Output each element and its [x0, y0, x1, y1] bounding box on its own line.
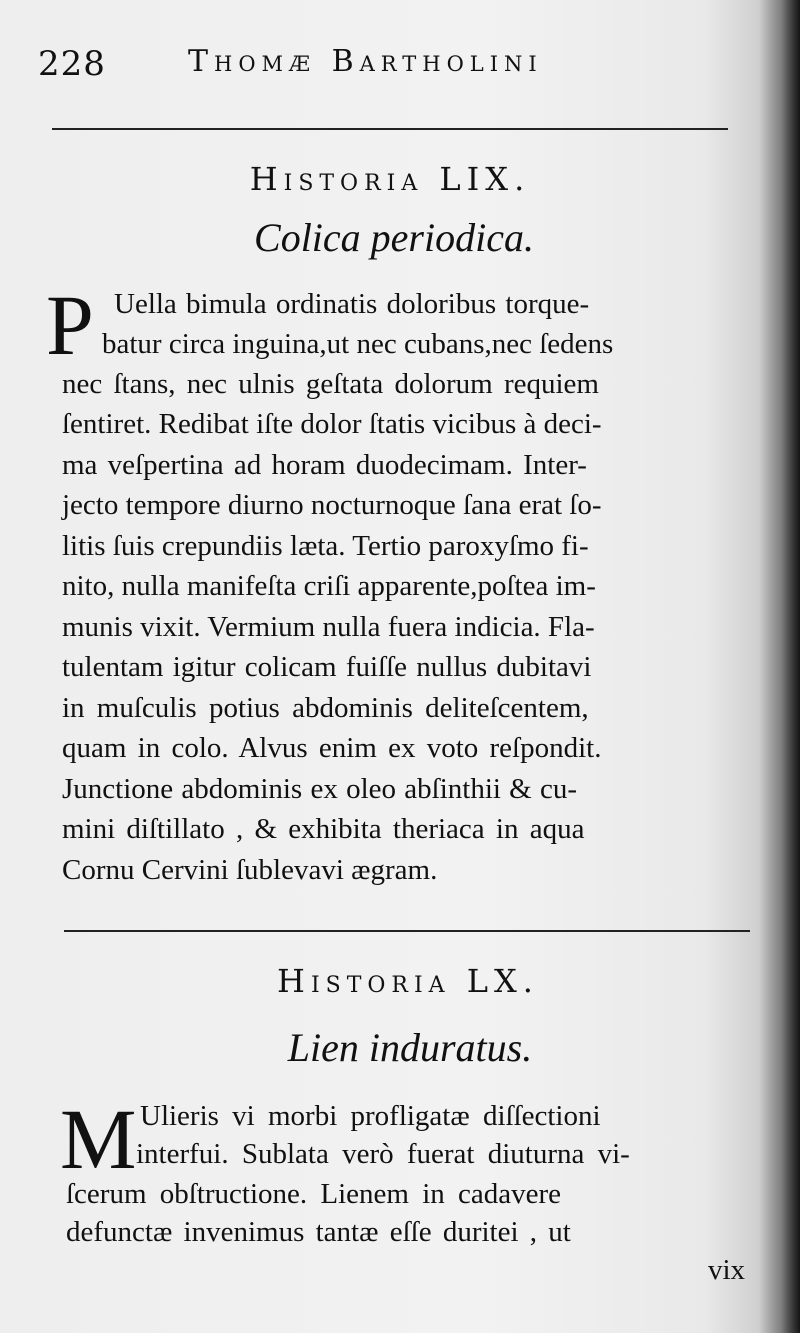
historia-59-line: nec ſtans, nec ulnis geſtata dolorum requiem	[62, 368, 599, 400]
historia-59-line: litis ſuis crepundiis læta. Tertio paroxyſmo fi-	[62, 530, 589, 562]
historia-59-line: munis vixit. Vermium nulla fuera indicia. Fla-	[62, 611, 595, 643]
historia-59-line: tulentam igitur colicam fuiſſe nullus dubitavi	[62, 651, 592, 683]
section-divider	[52, 128, 728, 130]
section-divider	[64, 930, 750, 932]
historia-59-line: quam in colo. Alvus enim ex voto reſpondit.	[62, 732, 602, 764]
page-edge-shadow	[758, 0, 800, 1333]
historia-59-subtitle: Colica periodica.	[254, 215, 534, 260]
historia-59-dropcap: P	[46, 277, 94, 373]
historia-59-line: ſentiret. Redibat iſte dolor ſtatis vicibus à deci-	[62, 408, 602, 440]
historia-60-line: Ulieris vi morbi profligatæ diſſectioni	[140, 1100, 601, 1132]
historia-59-line: Cornu Cervini ſublevavi ægram.	[62, 854, 438, 886]
historia-60-line: ſcerum obſtructione. Lienem in cadavere	[66, 1178, 562, 1210]
page-number: 228	[38, 44, 106, 84]
historia-59-line: nito, nulla manifeſta criſi apparente,poſtea im-	[62, 570, 596, 602]
historia-59-line: batur circa inguina,ut nec cubans,nec ſedens	[102, 328, 614, 360]
running-head-author: Thomæ Bartholini	[188, 44, 543, 79]
historia-59-line: mini diſtillato , & exhibita theriaca in aqua	[62, 813, 585, 845]
historia-60-dropcap: M	[60, 1091, 137, 1187]
historia-59-line: jecto tempore diurno nocturnoque ſana erat ſo-	[62, 489, 602, 521]
historia-59-line: Junctione abdominis ex oleo abſinthii & cu-	[62, 773, 578, 805]
historia-59-line: ma veſpertina ad horam duodecimam. Inter-	[62, 449, 587, 481]
historia-60-heading: Historia LX.	[277, 962, 539, 1000]
historia-59-line: in muſculis potius abdominis deliteſcentem,	[62, 692, 589, 724]
running-head	[38, 40, 758, 90]
catchword: vix	[708, 1254, 746, 1286]
historia-60-line: defunctæ invenimus tantæ eſſe duritei , ut	[66, 1216, 571, 1248]
historia-60-line: interfui. Sublata verò fuerat diuturna vi-	[136, 1138, 630, 1170]
historia-59-heading: Historia LIX.	[249, 160, 531, 198]
historia-60-subtitle: Lien induratus.	[287, 1025, 533, 1070]
historia-59-line: Uella bimula ordinatis doloribus torque-	[114, 288, 590, 320]
